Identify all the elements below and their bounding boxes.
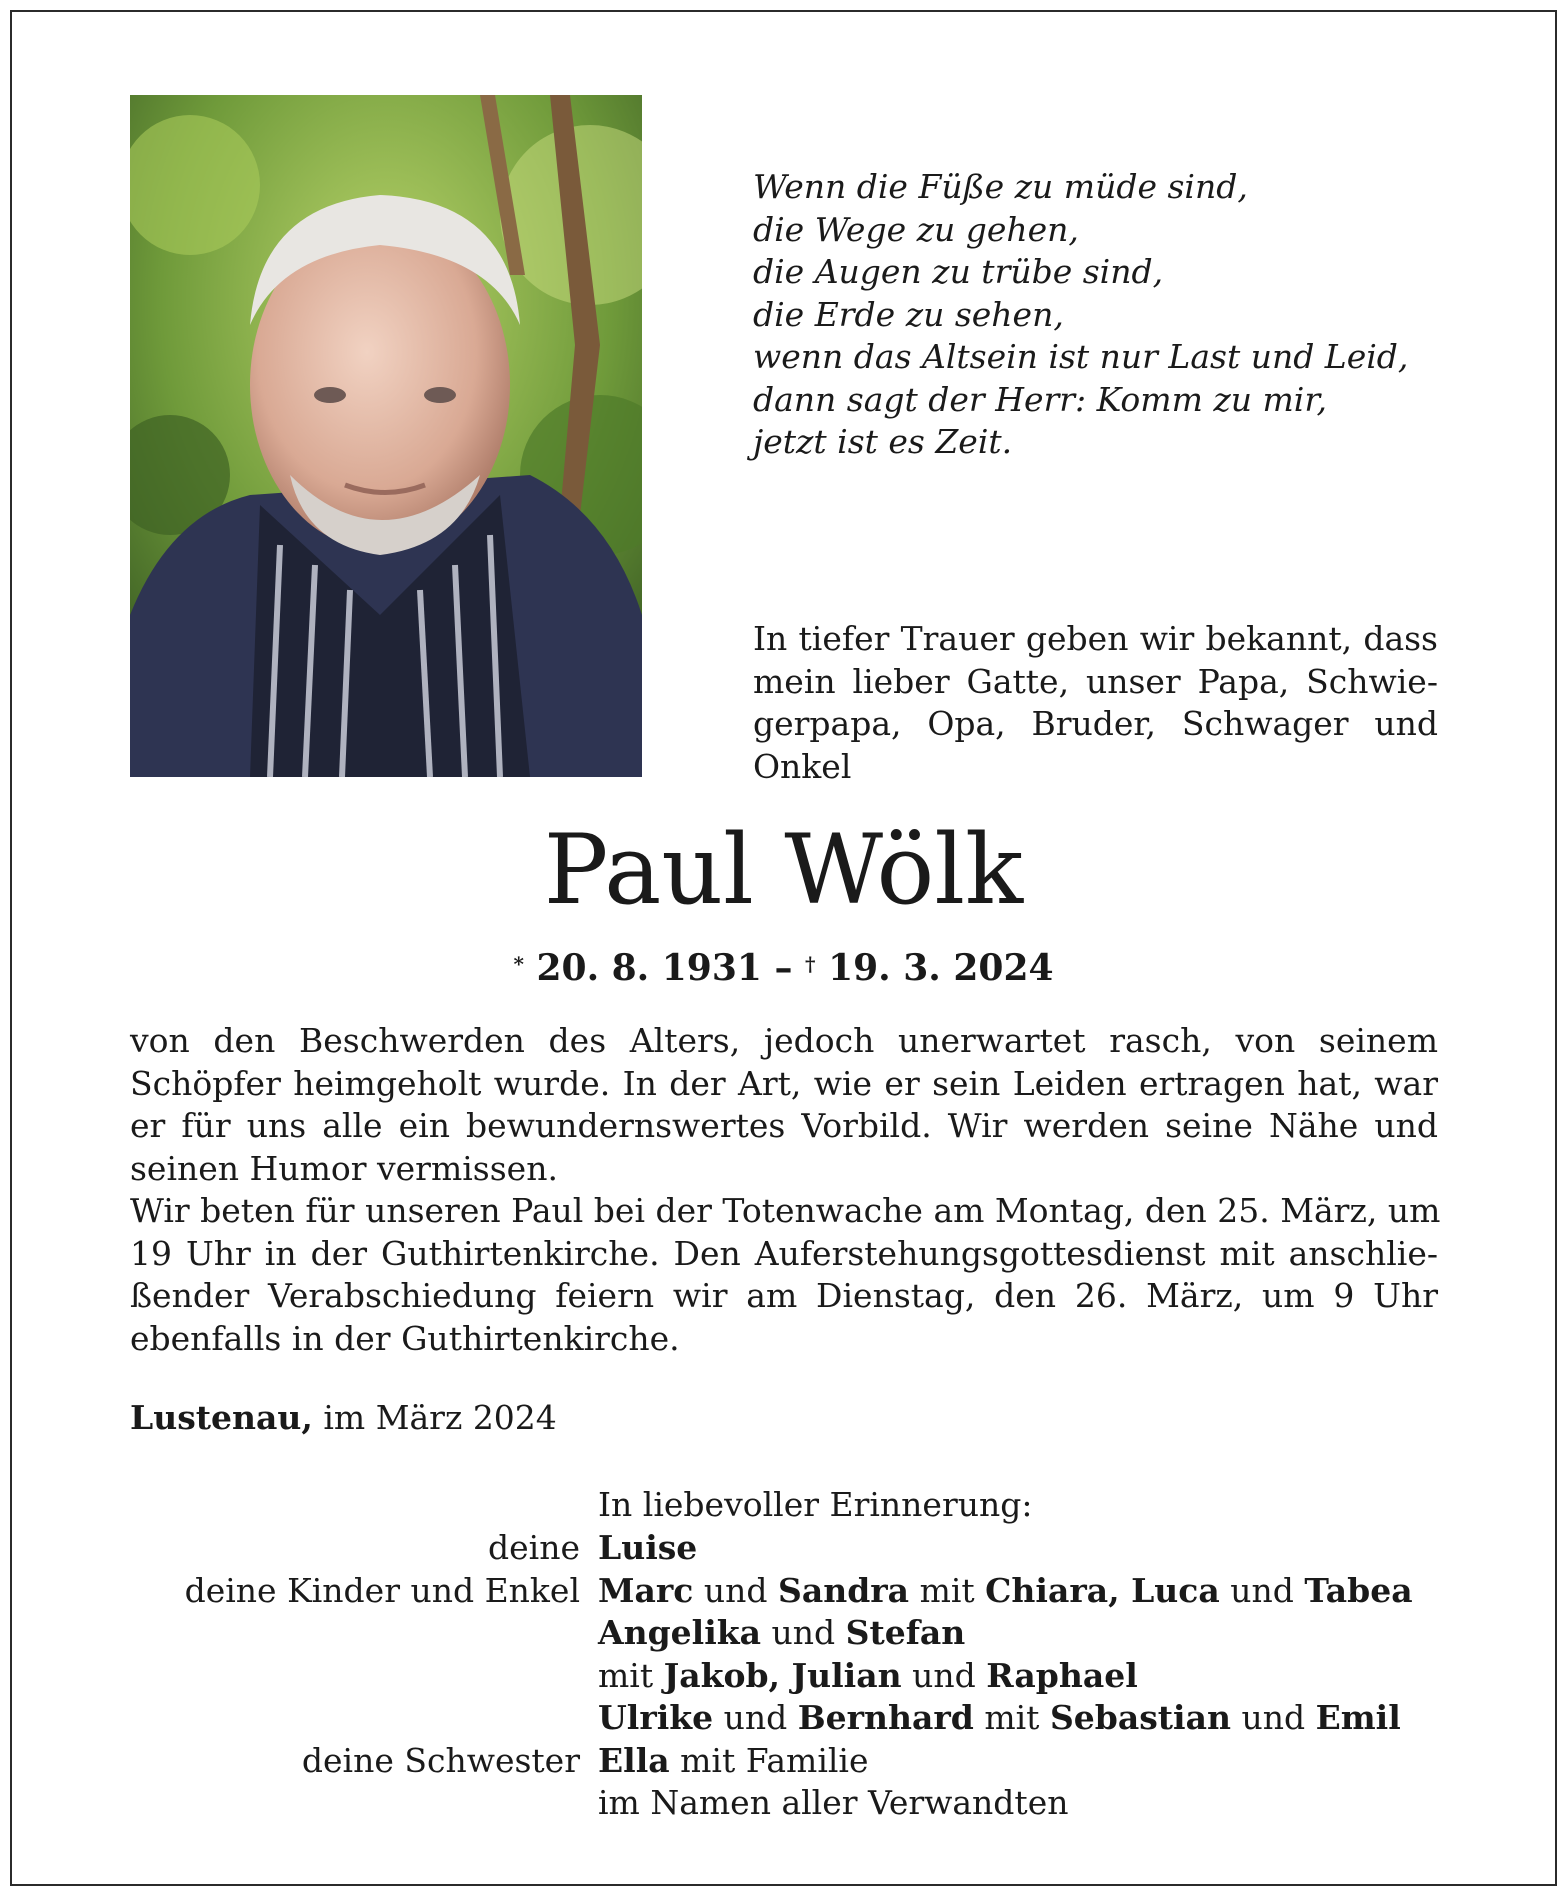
mourner-name: Ulrike (598, 1698, 714, 1737)
body-line: Schöpfer heimgeholt wurde. In der Art, wie er sein Leiden ertragen hat, war (130, 1063, 1438, 1103)
mourner-names (598, 1570, 1413, 1613)
mourner-name: Sandra (778, 1570, 910, 1610)
poem-line: wenn das Altsein ist nur Last und Leid, (753, 337, 1409, 376)
poem-line: die Wege zu gehen, (753, 209, 1079, 249)
connector-text: und (901, 1655, 987, 1695)
announcement-intro (753, 618, 1438, 788)
body-line: er für uns alle ein bewundernswertes Vorbild. Wir werden seine Nähe und (130, 1106, 1438, 1145)
mourner-names (598, 1697, 1401, 1740)
poem-line: die Erde zu sehen, (753, 294, 1064, 334)
connector-text: und (761, 1613, 846, 1652)
death-symbol: † (805, 952, 816, 976)
mourner-row (130, 1527, 1438, 1570)
connector-text: und (1219, 1570, 1305, 1610)
mourner-relation (130, 1697, 598, 1740)
mourner-name: Emil (1315, 1698, 1401, 1737)
intro-line: Onkel (753, 746, 852, 786)
mourner-relation (130, 1612, 598, 1655)
connector-text: und (713, 1698, 798, 1737)
obituary-body (130, 1020, 1441, 1360)
body-line: von den Beschwerden des Alters, jedoch unerwartet rasch, von seinem (130, 1021, 1438, 1060)
mourner-row (130, 1697, 1438, 1740)
mourner-names (598, 1527, 697, 1570)
mourner-relation: deine Schwester (301, 1740, 580, 1780)
connector-text: im Namen aller Verwandten (598, 1783, 1069, 1822)
place-and-date (130, 1397, 557, 1440)
birth-date: 20. 8. 1931 (536, 947, 762, 989)
mourner-name: Luise (598, 1528, 698, 1567)
mourner-row (130, 1782, 1438, 1825)
memory-heading: In liebevoller Erinnerung: (598, 1485, 1033, 1524)
place-date: im März 2024 (312, 1398, 557, 1437)
mourner-name: Chiara, Luca (985, 1570, 1220, 1610)
intro-line: mein lieber Gatte, unser Papa, Schwie- (753, 661, 1438, 701)
poem-line: Wenn die Füße zu müde sind, (753, 167, 1248, 206)
place-city: Lustenau, (130, 1398, 313, 1437)
mourner-name: Bernhard (797, 1698, 974, 1737)
mourner-row (130, 1655, 1438, 1698)
mourner-row (130, 1570, 1438, 1613)
portrait-illustration (130, 95, 642, 777)
mourner-row (130, 1612, 1438, 1655)
intro-line: In tiefer Trauer geben wir bekannt, dass (753, 619, 1438, 658)
birth-symbol: * (513, 952, 524, 976)
connector-text: mit (909, 1570, 986, 1610)
body-line: seinen Humor vermissen. (130, 1148, 558, 1188)
portrait-photo (130, 95, 642, 777)
mourners-list (130, 1527, 1438, 1825)
poem-line: die Augen zu trübe sind, (753, 252, 1164, 291)
mourner-relation: deine (488, 1528, 580, 1567)
mourner-name: Jakob, Julian (663, 1655, 902, 1695)
mourner-name: Raphael (986, 1655, 1138, 1695)
mourner-name: Stefan (845, 1613, 966, 1652)
connector-text: mit (973, 1698, 1050, 1737)
mourner-relation (130, 1655, 598, 1698)
life-dates (0, 945, 1567, 991)
mourner-name: Tabea (1304, 1570, 1413, 1610)
mourner-names (598, 1655, 1138, 1698)
body-line: ßender Verabschiedung feiern wir am Dienstag, den 26. März, um 9 Uhr (130, 1276, 1438, 1315)
mourner-relation: deine Kinder und Enkel (184, 1570, 580, 1610)
body-line: ebenfalls in der Guthirtenkirche. (130, 1318, 680, 1358)
death-date: 19. 3. 2024 (828, 947, 1054, 989)
mourner-names (598, 1740, 869, 1783)
mourner-names (598, 1782, 1068, 1825)
mourner-names (598, 1612, 965, 1655)
connector-text: mit (598, 1655, 664, 1695)
poem-line: jetzt ist es Zeit. (753, 422, 1013, 461)
mourner-row (130, 1740, 1438, 1783)
poem-line: dann sagt der Herr: Komm zu mir, (753, 379, 1327, 419)
connector-text: und (693, 1570, 779, 1610)
body-line: Wir beten für unseren Paul bei der Totenwache am Montag, den 25. März, um (130, 1191, 1441, 1230)
mourner-name: Ella (598, 1740, 670, 1780)
mourner-relation (130, 1782, 598, 1825)
poem (753, 166, 1473, 464)
connector-text: und (1230, 1698, 1316, 1737)
intro-line: gerpapa, Opa, Bruder, Schwager und (753, 704, 1438, 743)
connector-text: mit Familie (669, 1740, 869, 1780)
mourner-name: Marc (598, 1570, 694, 1610)
body-line: 19 Uhr in der Guthirtenkirche. Den Auferstehungsgottesdienst mit anschlie- (130, 1233, 1438, 1273)
deceased-name: Paul Wölk (543, 814, 1024, 926)
mourner-name: Angelika (598, 1613, 761, 1652)
mourner-name: Sebastian (1049, 1698, 1231, 1737)
date-separator: – (774, 947, 793, 989)
